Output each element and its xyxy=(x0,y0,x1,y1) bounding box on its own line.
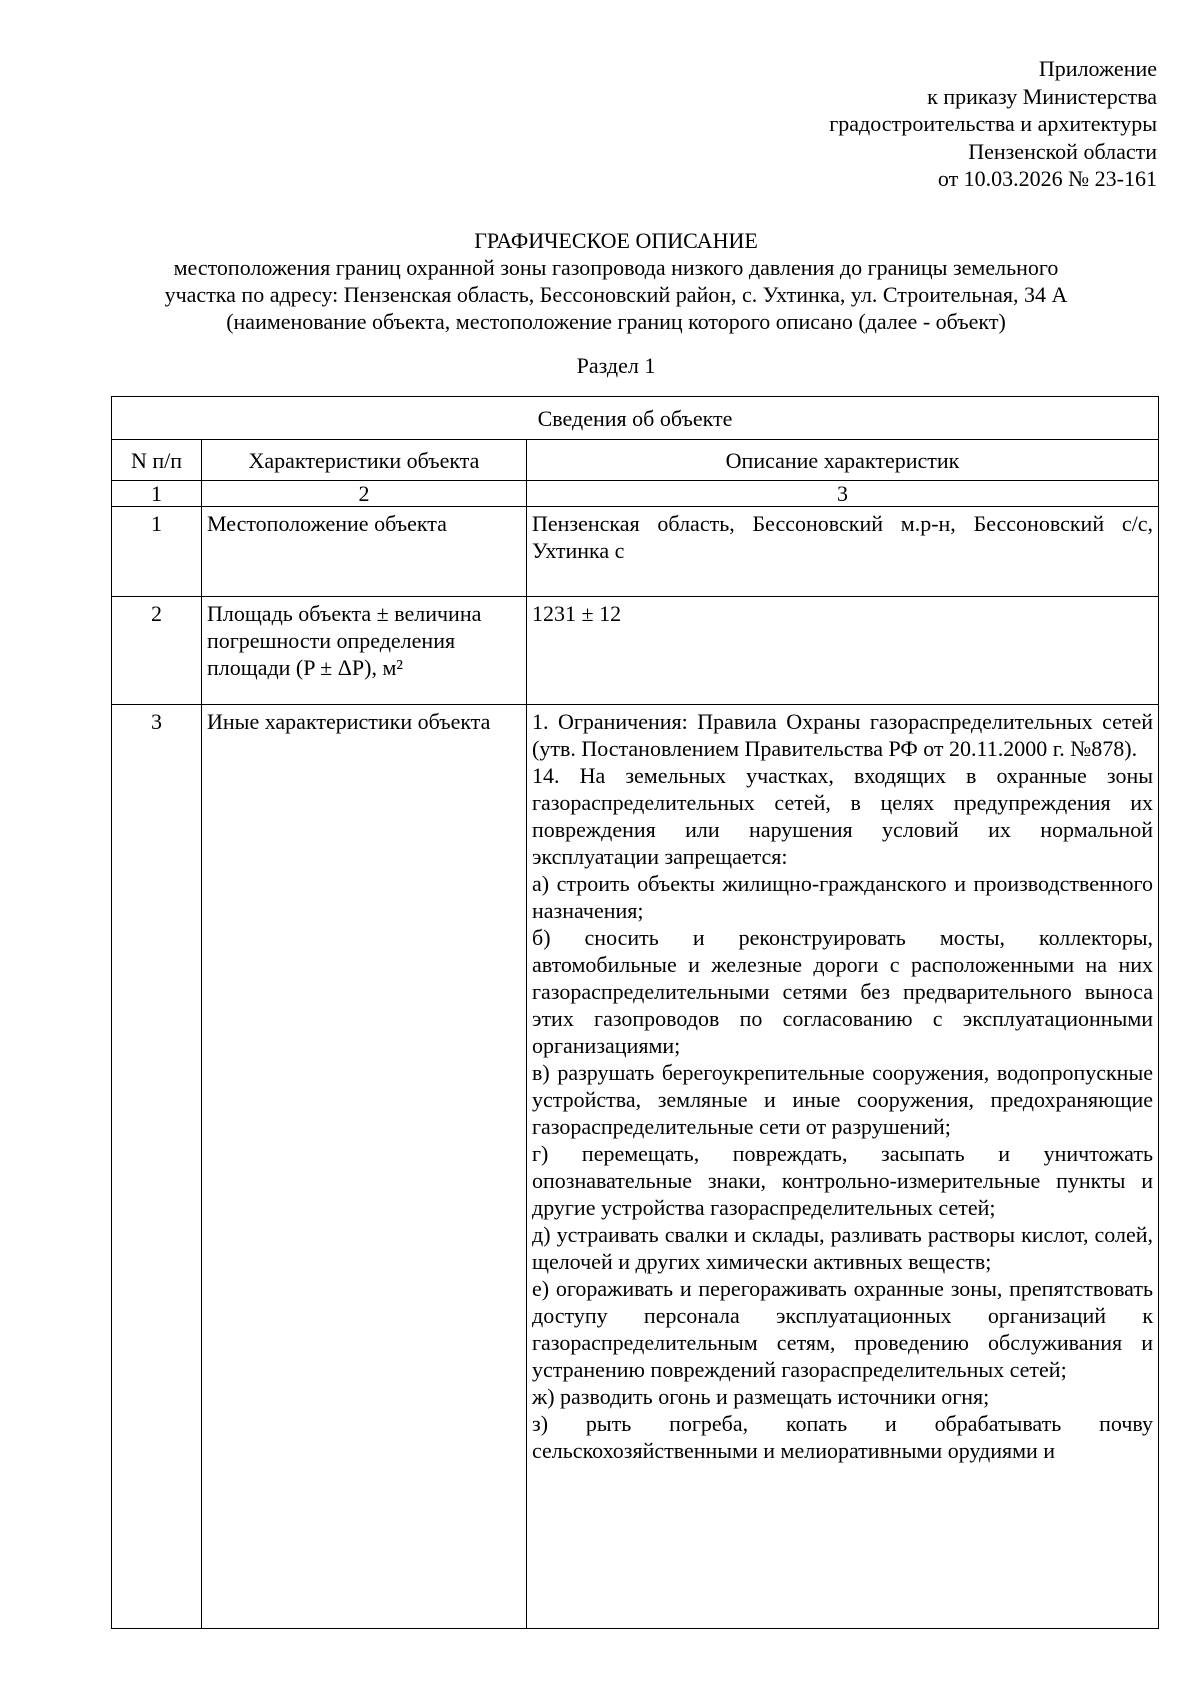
document-title xyxy=(96,227,1136,335)
appendix-block xyxy=(829,55,1157,193)
table-row xyxy=(112,507,1159,597)
title-line: местоположения границ охранной зоны газопровода низкого давления до границы земельного xyxy=(173,255,1059,280)
description-paragraph: д) устраивать свалки и склады, разливать растворы кислот, солей, щелочей и других химически активных веществ; xyxy=(532,1222,1154,1274)
description-paragraph: 1231 ± 12 xyxy=(532,601,622,626)
object-info-table xyxy=(111,396,1159,1629)
header-characteristic: Характеристики объекта xyxy=(202,440,527,481)
title-line: участка по адресу: Пензенская область, Бессоновский район, с. Ухтинка, ул. Строительная, 34 А xyxy=(164,282,1068,307)
header-description: Описание характеристик xyxy=(527,440,1159,481)
appendix-line: Пензенской области xyxy=(968,138,1157,164)
description-paragraph: 14. На земельных участках, входящих в охранные зоны газораспределительных сетей, в целях предупреждения их повреждения или нарушения условий их нормальной эксплуатации запрещается: xyxy=(532,763,1154,869)
column-number: 2 xyxy=(202,481,527,507)
row-characteristic: Местоположение объекта xyxy=(202,507,527,597)
description-paragraph: 1. Ограничения: Правила Охраны газораспределительных сетей (утв. Постановлением Правительства РФ от 20.11.2000 г. №878). xyxy=(532,709,1154,761)
row-number: 2 xyxy=(112,597,202,705)
title-line: (наименование объекта, местоположение границ которого описано (далее - объект) xyxy=(226,309,1006,334)
description-paragraph: в) разрушать берегоукрепительные сооружения, водопропускные устройства, земляные и иные сооружения, предохраняющие газораспределительные сети от разрушений; xyxy=(532,1060,1154,1139)
description-paragraph: а) строить объекты жилищно-гражданского и производственного назначения; xyxy=(532,871,1154,923)
appendix-line: градостроительства и архитектуры xyxy=(829,111,1157,136)
row-description xyxy=(527,507,1159,597)
row-characteristic: Площадь объекта ± величина погрешности определения площади (P ± ΔP), м² xyxy=(202,597,527,705)
description-paragraph: Пензенская область, Бессоновский м.р-н, Бессоновский с/с, Ухтинка с xyxy=(532,511,1154,563)
row-characteristic: Иные характеристики объекта xyxy=(202,705,527,1629)
row-description xyxy=(527,597,1159,705)
row-number: 1 xyxy=(112,507,202,597)
row-description xyxy=(527,705,1159,1629)
description-paragraph: е) огораживать и перегораживать охранные зоны, препятствовать доступу персонала эксплуатационных организаций к газораспределительным сетям, проведению обслуживания и устранению повреждений газораспределительных сетей; xyxy=(532,1276,1154,1382)
table-row xyxy=(112,705,1159,1629)
description-paragraph: ж) разводить огонь и размещать источники огня; xyxy=(532,1384,990,1409)
column-number: 1 xyxy=(112,481,202,507)
description-paragraph: г) перемещать, повреждать, засыпать и уничтожать опознавательные знаки, контрольно-измерительные пункты и другие устройства газораспределительных сетей; xyxy=(532,1141,1154,1220)
appendix-line: к приказу Министерства xyxy=(927,83,1157,109)
table-caption: Сведения об объекте xyxy=(112,397,1159,440)
row-number: 3 xyxy=(112,705,202,1629)
section-label: Раздел 1 xyxy=(576,353,656,378)
appendix-line: Приложение xyxy=(1038,56,1157,81)
column-number: 3 xyxy=(527,481,1159,507)
title-heading: ГРАФИЧЕСКОЕ ОПИСАНИЕ xyxy=(474,228,758,253)
appendix-line: от 10.03.2026 № 23-161 xyxy=(937,166,1157,191)
description-paragraph: б) сносить и реконструировать мосты, коллекторы, автомобильные и железные дороги с расположенными на них газораспределительными сетями без предварительного выноса этих газопроводов по согласованию с эксплуатационными организациями; xyxy=(532,925,1154,1058)
header-num: N п/п xyxy=(112,440,202,481)
description-paragraph: з) рыть погреба, копать и обрабатывать почву сельскохозяйственными и мелиоративными орудиями и xyxy=(532,1411,1154,1463)
table-row xyxy=(112,597,1159,705)
